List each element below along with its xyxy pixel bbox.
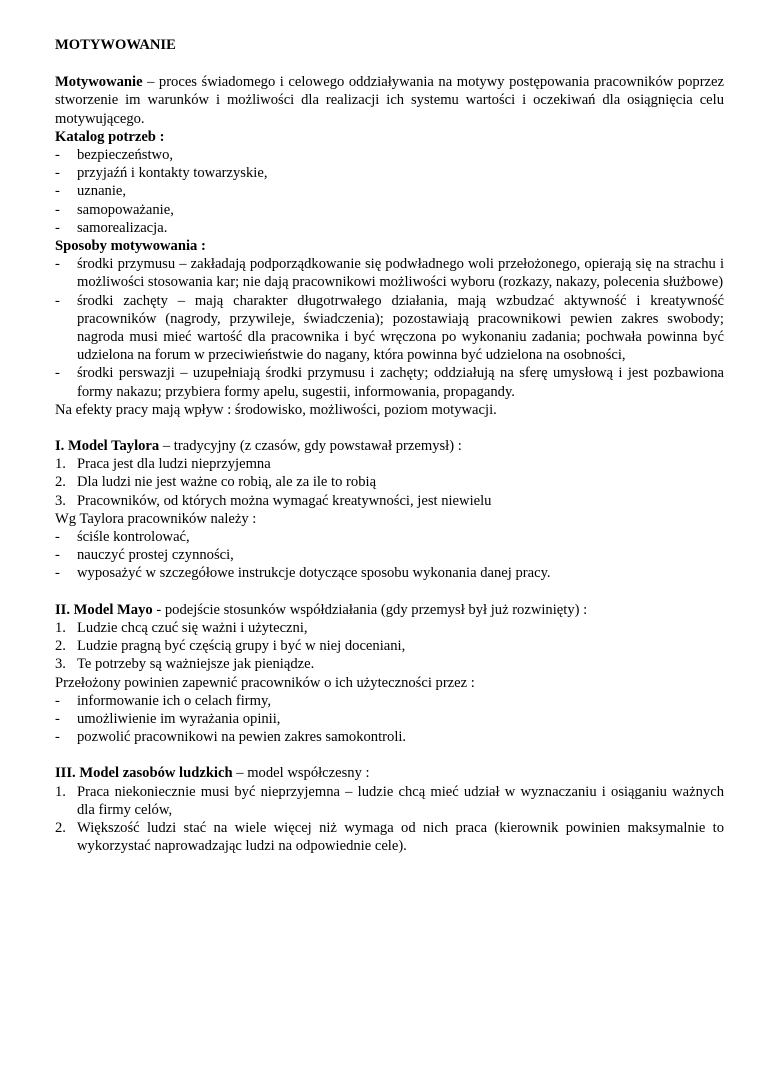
mayo-heading-line: [55, 601, 724, 619]
taylor-actions: [55, 528, 724, 583]
list-item: [55, 492, 724, 510]
list-text: Ludzie pragną być częścią grupy i być w niej doceniani,: [77, 638, 406, 655]
methods-list: [55, 255, 724, 401]
hr-subtitle: – model współczesny :: [232, 765, 370, 782]
section-gap: [55, 746, 724, 764]
list-item: - przyjaźń i kontakty towarzyskie,: [55, 164, 724, 182]
hr-heading: III. Model zasobów ludzkich: [55, 765, 233, 782]
taylor-heading: I. Model Taylora: [55, 438, 160, 455]
list-item: - samopoważanie,: [55, 201, 724, 219]
list-item: [55, 473, 724, 491]
methods-summary: Na efekty pracy mają wpływ : środowisko, możliwości, poziom motywacji.: [55, 401, 497, 418]
list-item: [55, 619, 724, 637]
mayo-subtitle: - podejście stosunków współdziałania (gdy przemysł był już rozwinięty) :: [152, 601, 588, 618]
mayo-points: [55, 619, 724, 674]
list-item: - bezpieczeństwo,: [55, 146, 724, 164]
document-title: MOTYWOWANIE: [55, 37, 176, 53]
list-text: Praca jest dla ludzi nieprzyjemna: [77, 456, 271, 473]
list-item: - umożliwienie im wyrażania opinii,: [55, 710, 724, 728]
definition-paragraph: [55, 73, 724, 128]
methods-heading: Sposoby motywowania :: [55, 238, 206, 255]
section-gap: [55, 419, 724, 437]
hr-heading-line: [55, 764, 724, 782]
list-text: Dla ludzi nie jest ważne co robią, ale za ile to robią: [77, 474, 377, 491]
list-item: [55, 455, 724, 473]
needs-heading: Katalog potrzeb :: [55, 128, 165, 145]
list-number: 2.: [55, 638, 66, 655]
list-item: [55, 783, 724, 819]
list-number: 1.: [55, 456, 66, 473]
mayo-actions: [55, 692, 724, 747]
list-text: Te potrzeby są ważniejsze jak pieniądze.: [77, 656, 315, 673]
list-item: - ściśle kontrolować,: [55, 528, 724, 546]
hr-points: [55, 783, 724, 856]
list-number: 1.: [55, 619, 66, 636]
list-item: - nauczyć prostej czynności,: [55, 546, 724, 564]
list-number: 3.: [55, 492, 66, 509]
taylor-intro: Wg Taylora pracowników należy :: [55, 510, 257, 527]
list-number: 1.: [55, 783, 66, 800]
taylor-points: [55, 455, 724, 510]
list-item: [55, 819, 724, 855]
mayo-intro: Przełożony powinien zapewnić pracowników o ich użyteczności przez :: [55, 674, 475, 691]
document-page: [55, 36, 724, 855]
list-item: - uznanie,: [55, 182, 724, 200]
list-text: Praca niekoniecznie musi być nieprzyjemna – ludzie chcą mieć udział w wyznaczaniu i osiąganiu ważnych dla firmy celów,: [77, 783, 724, 818]
list-item: - środki zachęty – mają charakter długotrwałego działania, mają wzbudzać aktywność i kreatywność pracowników (nagrody, przywileje, świadczenia); pozostawiają pracownikowi pewien zakres swobody; nagroda musi mieć wartość dla pracownika i być wręczona po wykonaniu zadania; pochwała powinna być udzielona na forum w przeciwieństwie do nagany, która powinna być udzielona na osobności,: [55, 292, 724, 365]
taylor-subtitle: – tradycyjny (z czasów, gdy powstawał przemysł) :: [159, 438, 462, 455]
definition-term: Motywowanie: [55, 74, 143, 91]
list-text: Ludzie chcą czuć się ważni i użyteczni,: [77, 619, 308, 636]
list-item: [55, 637, 724, 655]
list-number: 2.: [55, 819, 66, 836]
section-gap: [55, 583, 724, 601]
list-item: - środki przymusu – zakładają podporządkowanie się podwładnego woli przełożonego, opierają się na strachu i możliwości stosowania kar; nie dają pracownikowi możliwości wyboru (rozkazy, nakazy, polecenia służbowe): [55, 255, 724, 291]
list-item: - informowanie ich o celach firmy,: [55, 692, 724, 710]
list-item: - samorealizacja.: [55, 219, 724, 237]
list-item: [55, 655, 724, 673]
list-item: - wyposażyć w szczegółowe instrukcje dotyczące sposobu wykonania danej pracy.: [55, 564, 724, 582]
definition-text: – proces świadomego i celowego oddziaływania na motywy postępowania pracowników poprzez stworzenie im warunków i możliwości dla realizacji ich systemu wartości i oczekiwań dla osiągnięcia celu motywującego.: [55, 74, 724, 127]
list-text: Większość ludzi stać na wiele więcej niż wymaga od nich praca (kierownik powinien maksymalnie to wykorzystać naprowadzając ludzi na odpowiednie cele).: [77, 819, 724, 855]
mayo-heading: II. Model Mayo: [55, 601, 153, 618]
list-number: 2.: [55, 474, 66, 491]
list-item: - pozwolić pracownikowi na pewien zakres samokontroli.: [55, 728, 724, 746]
list-text: Pracowników, od których można wymagać kreatywności, jest niewielu: [77, 492, 492, 509]
taylor-heading-line: [55, 437, 724, 455]
list-number: 3.: [55, 656, 66, 673]
needs-list: [55, 146, 724, 237]
list-item: - środki perswazji – uzupełniają środki przymusu i zachęty; oddziałują na sferę umysłową i jest pozbawiona formy nakazu; przybiera formy apelu, sugestii, informowania, propagandy.: [55, 364, 724, 400]
